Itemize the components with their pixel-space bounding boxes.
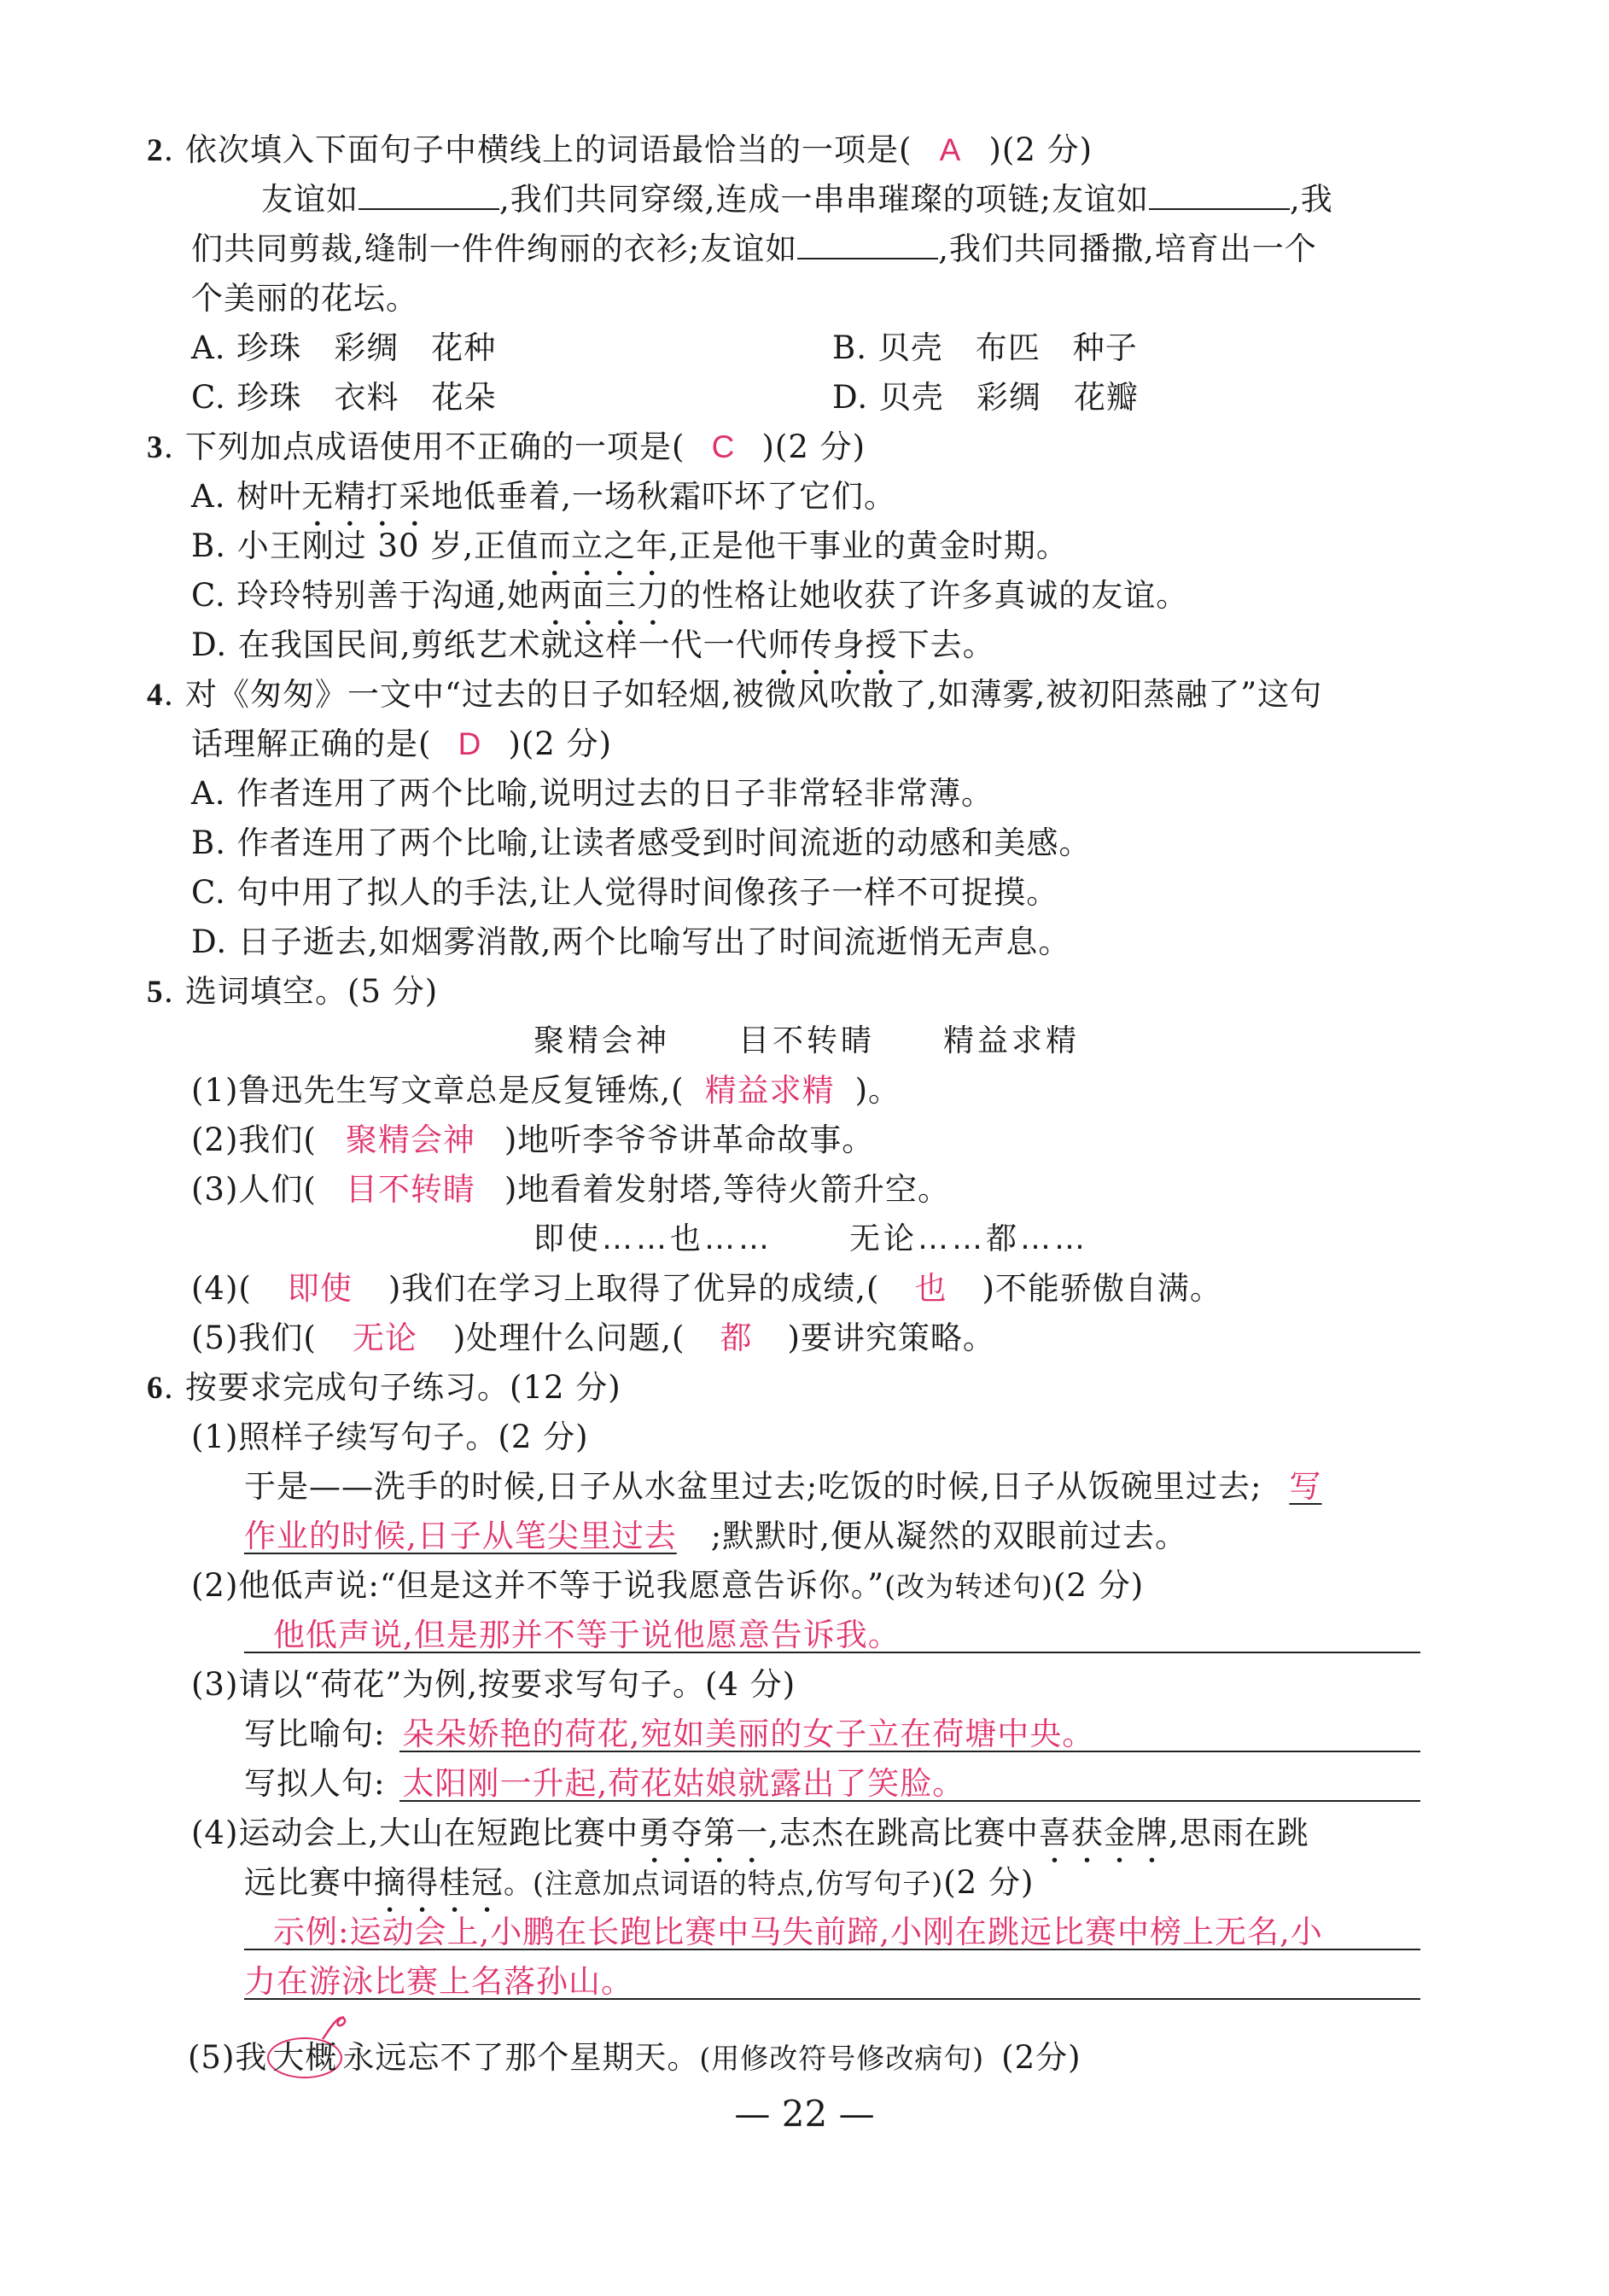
q2-option-a: A. 珍珠 彩绸 花种 bbox=[191, 329, 497, 366]
q5-sentence-2: (2)我们( 聚精会神 )地听李爷爷讲革命故事。 bbox=[191, 1116, 874, 1164]
q2-answer: A bbox=[939, 132, 962, 167]
q2-option-c: C. 珍珠 衣料 花朵 bbox=[191, 379, 497, 416]
q6-part5: (5)我 大概 永远忘不了那个星期天。(用修改符号修改病句) (2分) bbox=[188, 2034, 1081, 2083]
q4-stem-line2: 话理解正确的是( D )(2 分) bbox=[191, 720, 612, 768]
dotted-idiom: 而立之年 bbox=[539, 527, 669, 564]
q4-option-d: D. 日子逝去,如烟雾消散,两个比喻写出了时间流逝悄无声息。 bbox=[191, 924, 1071, 960]
answer-line bbox=[244, 1998, 1420, 2000]
q6-part1-answer-start: 写 bbox=[1289, 1468, 1322, 1505]
q5-answer-1: 精益求精 bbox=[704, 1072, 835, 1109]
q5-word-bank-1: 聚精会神 目不转睛 精益求精 bbox=[533, 1023, 1081, 1058]
q4-option-c: C. 句中用了拟人的手法,让人觉得时间像孩子一样不可捉摸。 bbox=[191, 874, 1059, 911]
q5-answer-3: 目不转睛 bbox=[345, 1171, 475, 1208]
q2-option-d: D. 贝壳 彩绸 花瓣 bbox=[832, 379, 1139, 416]
q6-part3-personification-answer: 太阳刚一升起,荷花姑娘就露出了笑脸。 bbox=[402, 1765, 965, 1802]
q6-part3-simile: 写比喻句: 朵朵娇艳的荷花,宛如美丽的女子立在荷塘中央。 bbox=[244, 1716, 1095, 1752]
answer-line bbox=[244, 1652, 1420, 1653]
q5-answer-4a: 即使 bbox=[287, 1270, 353, 1307]
q6-part3-personification: 写拟人句: 太阳刚一升起,荷花姑娘就露出了笑脸。 bbox=[244, 1765, 965, 1802]
q3-stem: 3. 下列加点成语使用不正确的一项是( C )(2 分) bbox=[147, 423, 866, 472]
answer-line bbox=[244, 1949, 1420, 1950]
q6-part1-line2: 作业的时候,日子从笔尖里过去 ;默默时,便从凝然的双眼前过去。 bbox=[244, 1518, 1187, 1554]
q4-answer: D bbox=[458, 726, 482, 761]
q5-sentence-3: (3)人们( 目不转睛 )地看着发射塔,等待火箭升空。 bbox=[191, 1166, 950, 1214]
dotted-phrase: 摘得桂冠 bbox=[374, 1864, 504, 1901]
dotted-phrase: 喜获金牌 bbox=[1038, 1815, 1169, 1851]
fill-blank bbox=[797, 225, 938, 259]
fill-blank bbox=[1149, 176, 1290, 210]
q2-stem: 2. 依次填入下面句子中横线上的词语最恰当的一项是( A )(2 分) bbox=[147, 126, 1093, 175]
q6-part1-title: (1)照样子续写句子。(2 分) bbox=[191, 1419, 589, 1455]
q2-passage-line1: 友谊如 ,我们共同穿缀,连成一串串璀璨的项链;友谊如 ,我 bbox=[261, 176, 1333, 224]
q6-part2-title: (2)他低声说:“但是这并不等于说我愿意告诉你。”(改为转述句)(2 分) bbox=[191, 1567, 1145, 1604]
q5-stem: 5. 选词填空。(5 分) bbox=[147, 973, 439, 1010]
q5-word-bank-2: 即使……也…… 无论……都…… bbox=[533, 1221, 1089, 1256]
q4-stem-line1: 4. 对《匆匆》一文中“过去的日子如轻烟,被微风吹散了,如薄雾,被初阳蒸融了”这句 bbox=[147, 676, 1323, 713]
fill-blank bbox=[359, 176, 499, 210]
q3-option-a: A. 树叶无精打采地低垂着,一场秋霜吓坏了它们。 bbox=[191, 478, 897, 515]
page-number: — 22 — bbox=[734, 2093, 875, 2135]
q5-answer-4b: 也 bbox=[914, 1270, 947, 1307]
q6-part4-answer-line2: 力在游泳比赛上名落孙山。 bbox=[244, 1963, 633, 2000]
q3-option-c: C. 玲玲特别善于沟通,她两面三刀的性格让她收获了许多真诚的友谊。 bbox=[191, 577, 1189, 614]
q2-passage-line2: 们共同剪裁,缝制一件件绚丽的衣衫;友谊如 ,我们共同播撒,培育出一个 bbox=[191, 225, 1317, 273]
q6-part3-title: (3)请以“荷花”为例,按要求写句子。(4 分) bbox=[191, 1666, 796, 1703]
dotted-idiom: 师传身授 bbox=[767, 626, 898, 663]
q4-option-a: A. 作者连用了两个比喻,说明过去的日子非常轻非常薄。 bbox=[191, 775, 994, 812]
answer-line bbox=[399, 1751, 1420, 1752]
dotted-idiom: 无精打采 bbox=[301, 478, 432, 515]
q3-option-b: B. 小王刚过 30 岁,正值而立之年,正是他干事业的黄金时期。 bbox=[191, 527, 1069, 564]
deletion-mark-circle: 大概 bbox=[267, 2037, 342, 2078]
q4-option-b: B. 作者连用了两个比喻,让读者感受到时间流逝的动感和美感。 bbox=[191, 825, 1092, 861]
q6-part4-line2: 远比赛中摘得桂冠。(注意加点词语的特点,仿写句子)(2 分) bbox=[244, 1864, 1035, 1901]
q6-part1-answer: 作业的时候,日子从笔尖里过去 bbox=[244, 1518, 677, 1554]
q6-stem: 6. 按要求完成句子练习。(12 分) bbox=[147, 1369, 621, 1406]
q3-option-d: D. 在我国民间,剪纸艺术就这样一代一代师传身授下去。 bbox=[191, 626, 995, 663]
deletion-curl-icon bbox=[320, 2013, 349, 2043]
q5-answer-5b: 都 bbox=[720, 1320, 753, 1356]
q3-answer: C bbox=[711, 429, 736, 464]
q6-part3-simile-answer: 朵朵娇艳的荷花,宛如美丽的女子立在荷塘中央。 bbox=[402, 1716, 1095, 1752]
q5-sentence-5: (5)我们( 无论 )处理什么问题,( 都 )要讲究策略。 bbox=[191, 1314, 995, 1362]
answer-line bbox=[399, 1800, 1420, 1802]
q6-part4-line1: (4)运动会上,大山在短跑比赛中勇夺第一,志杰在跳高比赛中喜获金牌,思雨在跳 bbox=[191, 1815, 1309, 1851]
dotted-phrase: 勇夺第一 bbox=[638, 1815, 769, 1851]
q6-part4-answer-line1: 示例:运动会上,小鹏在长跑比赛中马失前蹄,小刚在跳远比赛中榜上无名,小 bbox=[273, 1914, 1323, 1950]
q2-option-b: B. 贝壳 布匹 种子 bbox=[832, 329, 1138, 366]
dotted-idiom: 两面三刀 bbox=[539, 577, 670, 614]
q2-passage-line3: 个美丽的花坛。 bbox=[191, 280, 418, 317]
q5-sentence-1: (1)鲁迅先生写文章总是反复锤炼,( 精益求精 )。 bbox=[191, 1067, 901, 1115]
q5-sentence-4: (4)( 即使 )我们在学习上取得了优异的成绩,( 也 )不能骄傲自满。 bbox=[191, 1265, 1222, 1313]
q5-answer-2: 聚精会神 bbox=[345, 1122, 475, 1158]
q6-part2-answer: 他低声说,但是那并不等于说他愿意告诉我。 bbox=[273, 1617, 901, 1653]
q6-part1-line1: 于是——洗手的时候,日子从水盆里过去;吃饭的时候,日子从饭碗里过去; 写 bbox=[244, 1463, 1321, 1511]
q5-answer-5a: 无论 bbox=[352, 1320, 417, 1356]
